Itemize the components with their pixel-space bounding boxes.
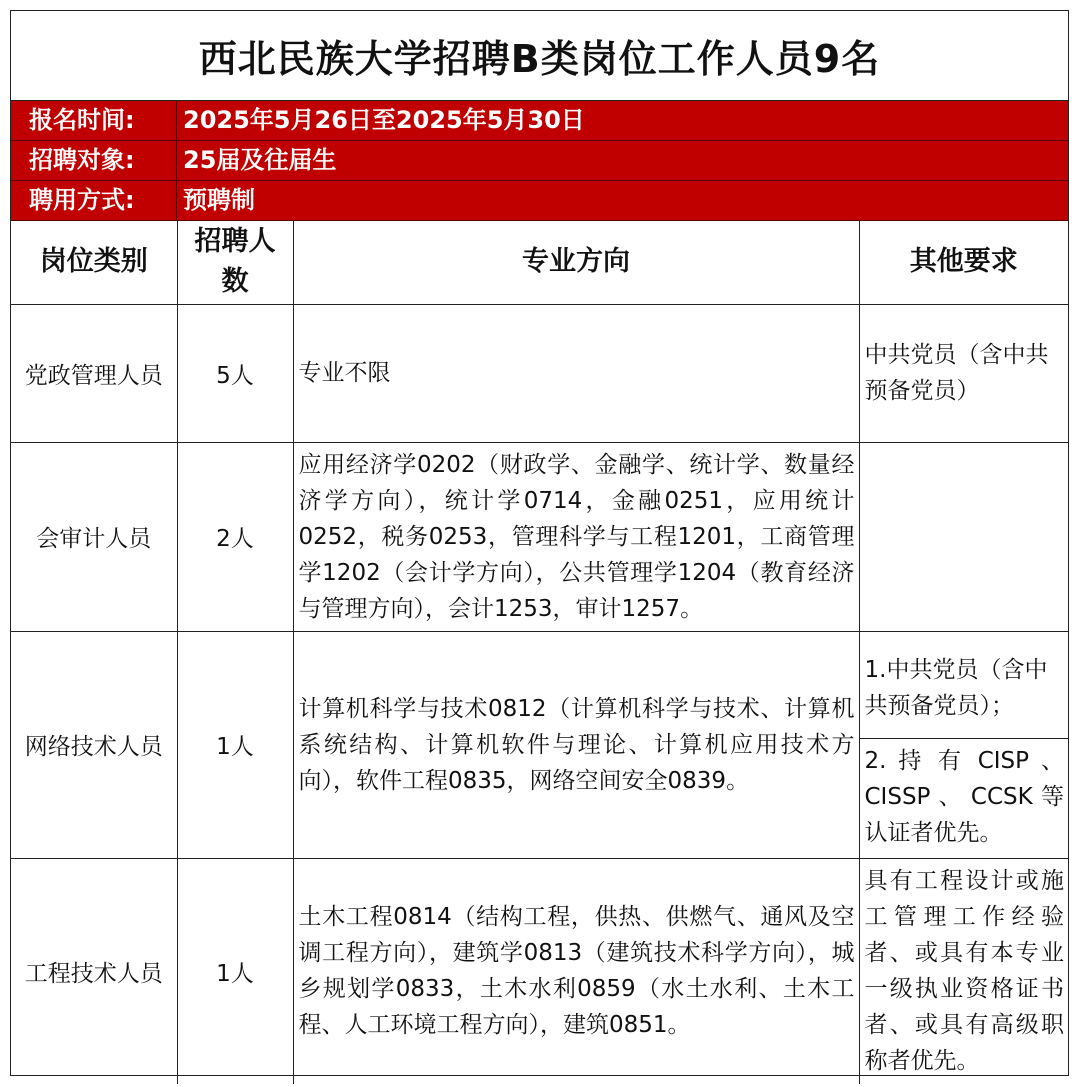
page-title: 西北民族大学招聘B类岗位工作人员9名	[11, 11, 1068, 101]
cell-major: 土木工程0814（结构工程，供热、供燃气、通风及空调工程方向），建筑学0813（建筑技术科学方向），城乡规划学0833，土木水利0859（水土水利、土木工程、人工环境工程方向），建筑0851。	[293, 858, 859, 1084]
header-category: 岗位类别	[11, 220, 177, 304]
cell-category: 会审计人员	[11, 442, 177, 631]
header-major: 专业方向	[293, 220, 859, 304]
table-header-row	[11, 220, 1068, 304]
cell-major: 应用经济学0202（财政学、金融学、统计学、数量经济学方向），统计学0714，金融0251，应用统计0252，税务0253，管理科学与工程1201，工商管理学1202（会计学方向），公共管理学1204（教育经济与管理方向），会计1253，审计1257。	[293, 442, 859, 631]
info-value: 2025年5月26日至2025年5月30日	[183, 106, 585, 134]
cell-category: 工程技术人员	[11, 858, 177, 1084]
recruitment-sheet	[10, 10, 1069, 1076]
other-requirement-2: 2. 持 有 CISP 、 CISSP 、 CCSK 等认证者优先。	[860, 738, 1069, 858]
info-row-target	[11, 141, 1068, 181]
cell-major: 专业不限	[293, 304, 859, 442]
positions-table	[11, 220, 1068, 1084]
cell-count: 1人	[177, 631, 293, 858]
cell-category: 网络技术人员	[11, 631, 177, 858]
table-row	[11, 631, 1068, 858]
info-label: 聘用方式:	[11, 181, 177, 220]
cell-count: 5人	[177, 304, 293, 442]
cell-other	[859, 631, 1068, 858]
cell-major: 计算机科学与技术0812（计算机科学与技术、计算机系统结构、计算机软件与理论、计算机应用技术方向），软件工程0835，网络空间安全0839。	[293, 631, 859, 858]
other-requirements-list	[860, 632, 1069, 858]
cell-count: 2人	[177, 442, 293, 631]
info-label: 招聘对象:	[11, 141, 177, 180]
table-row	[11, 858, 1068, 1084]
table-row	[11, 442, 1068, 631]
cell-other: 具有工程设计或施工管理工作经验者、或具有本专业一级执业资格证书者、或具有高级职称者优先。	[859, 858, 1068, 1084]
cell-category: 党政管理人员	[11, 304, 177, 442]
info-label: 报名时间:	[11, 101, 177, 140]
info-value: 25届及往届生	[183, 146, 337, 174]
header-other: 其他要求	[859, 220, 1068, 304]
info-value: 预聘制	[183, 186, 255, 214]
info-row-employment-type	[11, 181, 1068, 221]
cell-count: 1人	[177, 858, 293, 1084]
cell-other: 中共党员（含中共预备党员）	[859, 304, 1068, 442]
other-requirement-1: 1.中共党员（含中共预备党员）；	[864, 656, 1048, 719]
cell-other	[859, 442, 1068, 631]
header-count: 招聘人数	[177, 220, 293, 304]
table-row	[11, 304, 1068, 442]
info-row-registration-time	[11, 101, 1068, 141]
